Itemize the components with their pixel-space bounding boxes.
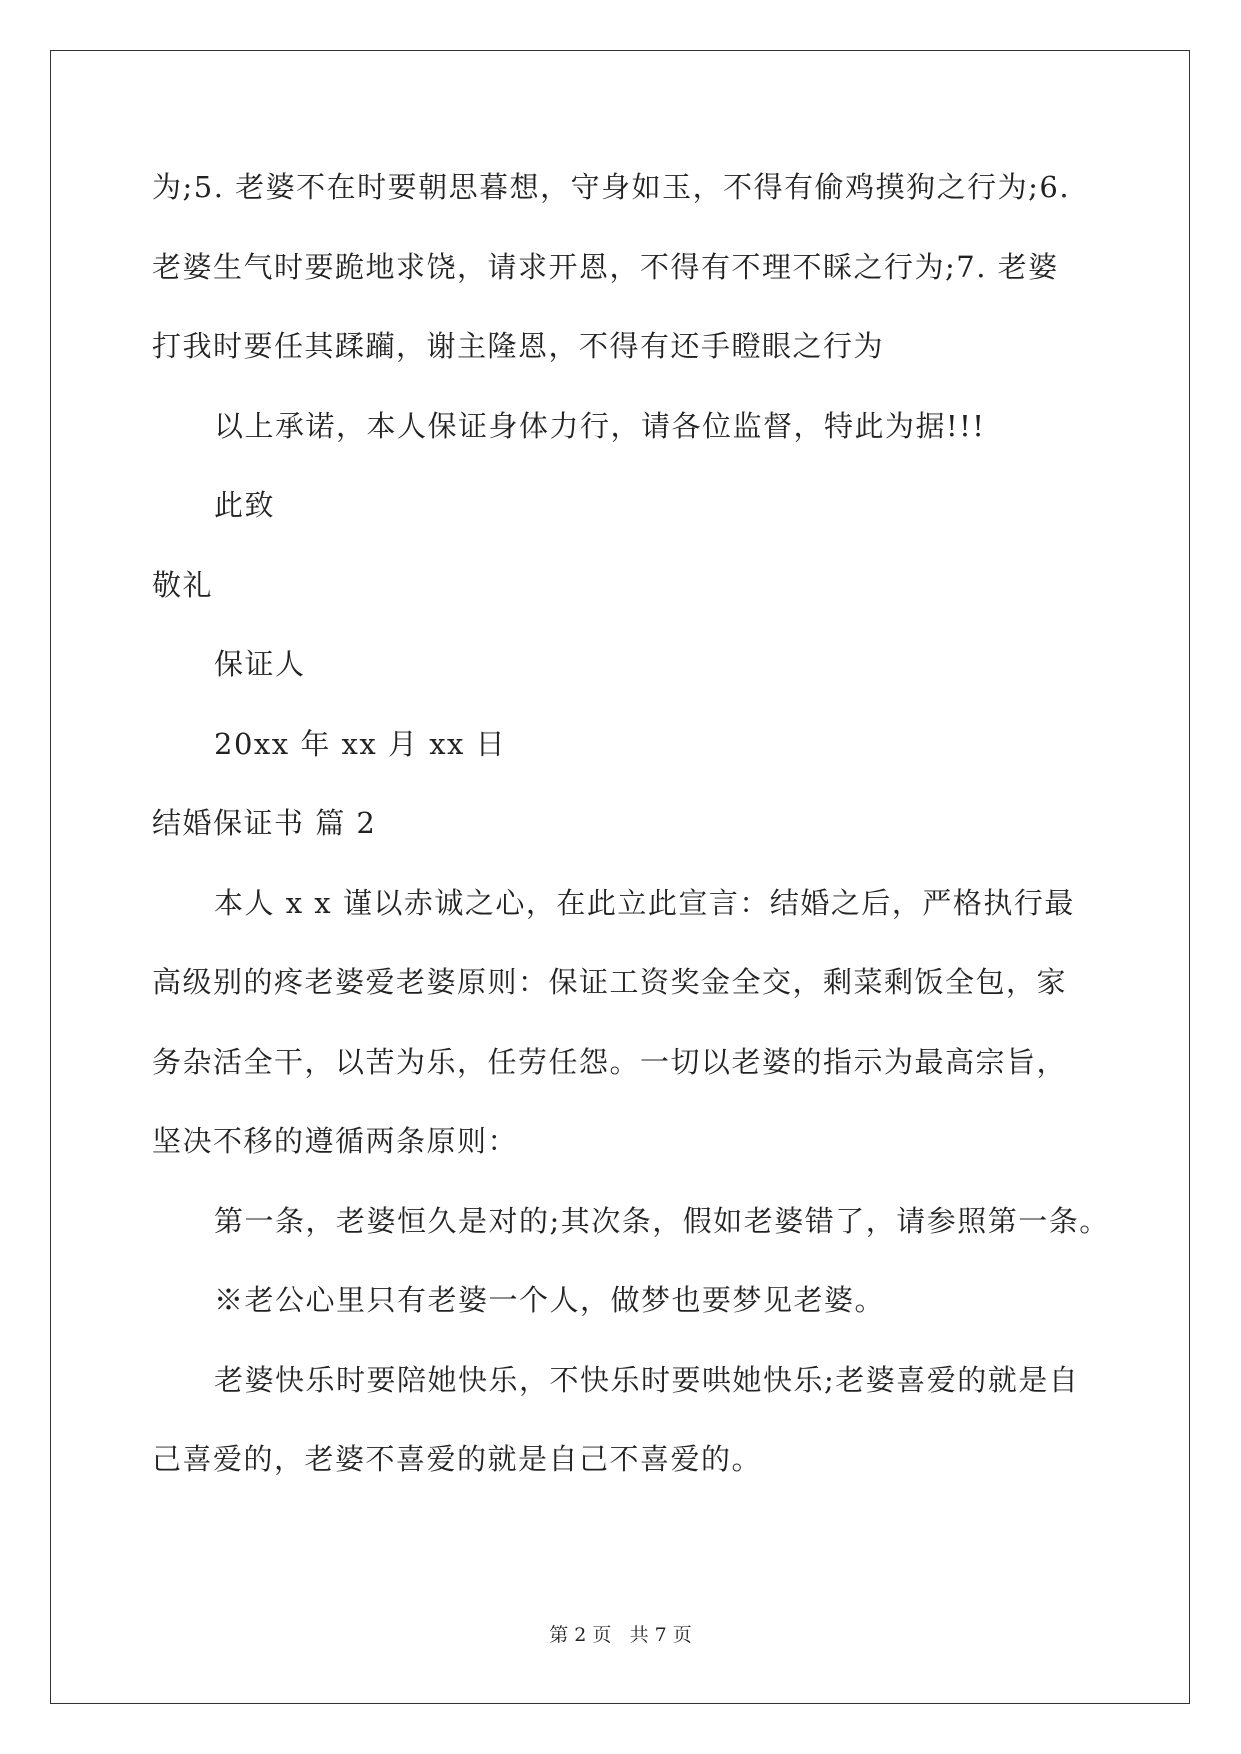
- text-line: 己喜爱的，老婆不喜爱的就是自己不喜爱的。: [152, 1442, 763, 1476]
- text-line: 以上承诺，本人保证身体力行，请各位监督，特此为据!!!: [214, 408, 986, 443]
- text-line: 打我时要任其蹂躏，谢主隆恩，不得有还手瞪眼之行为: [152, 329, 885, 363]
- page-footer: [0, 1623, 1241, 1647]
- section-title: 结婚保证书 篇 2: [152, 806, 377, 840]
- date-line: 20xx 年 xx 月 xx 日: [214, 726, 507, 761]
- text-line: 第一条，老婆恒久是对的;其次条，假如老婆错了，请参照第一条。: [214, 1203, 1110, 1238]
- closing-regards: 敬礼: [152, 567, 214, 602]
- text-line: 高级别的疼老婆爱老婆原则：保证工资奖金全交，剩菜剩饭全包，家: [152, 965, 1068, 999]
- text-line: 为;5. 老婆不在时要朝思暮想，守身如玉，不得有偷鸡摸狗之行为;6.: [152, 170, 1071, 204]
- text-line: 本人 x x 谨以赤诚之心，在此立此宣言：结婚之后，严格执行最: [214, 885, 1075, 920]
- signatory-label: 保证人: [214, 647, 306, 681]
- document-body: [152, 167, 1110, 1519]
- text-line: 老婆快乐时要陪她快乐，不快乐时要哄她快乐;老婆喜爱的就是自: [214, 1362, 1080, 1397]
- text-line: 务杂活全干，以苦为乐，任劳任怨。一切以老婆的指示为最高宗旨，: [152, 1044, 1068, 1079]
- page-number: 第 2 页: [549, 1624, 612, 1646]
- page-total: 共 7 页: [629, 1624, 692, 1646]
- text-line: 老婆生气时要跪地求饶，请求开恩，不得有不理不睬之行为;7. 老婆: [152, 249, 1059, 284]
- text-line: 坚决不移的遵循两条原则：: [152, 1124, 519, 1158]
- text-line: ※老公心里只有老婆一个人，做梦也要梦见老婆。: [214, 1283, 886, 1317]
- closing-salutation: 此致: [214, 488, 276, 522]
